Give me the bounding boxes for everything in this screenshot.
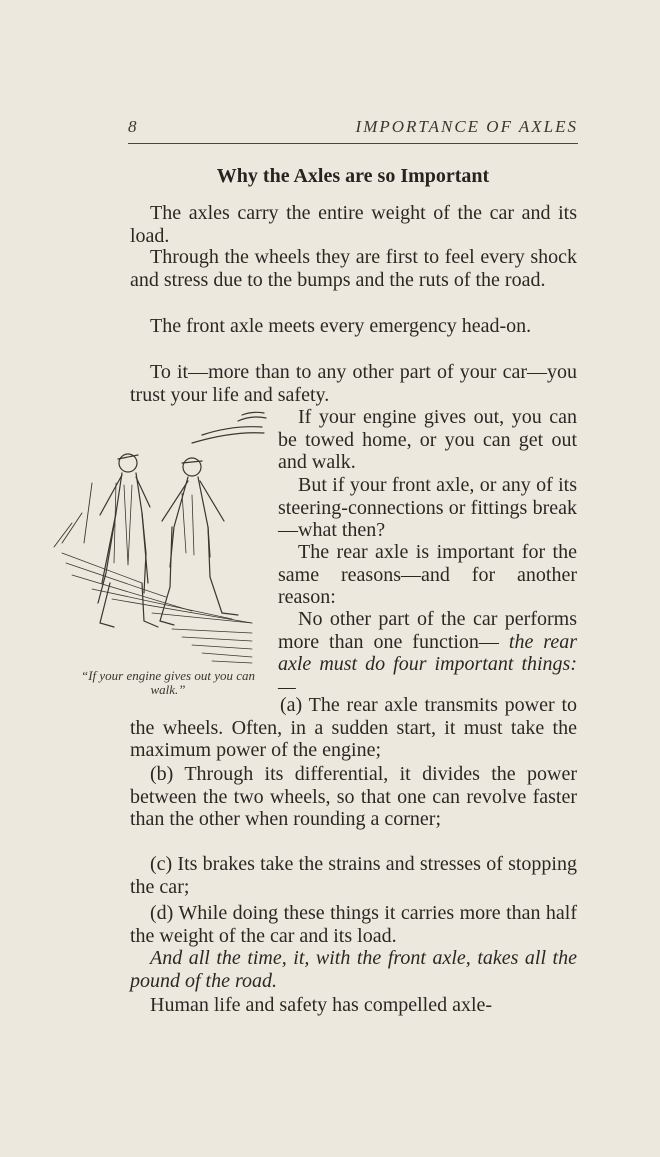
paragraph-axles-carry-weight: The axles carry the entire weight of the car and its load.	[130, 202, 577, 247]
section-title: Why the Axles are so Important	[216, 165, 490, 187]
two-men-walking-illustration	[52, 403, 272, 671]
paragraph-human-life: Human life and safety has compelled axle-	[150, 994, 493, 1016]
paragraph-b-differential: (b) Through its differential, it divides the power between the two wheels, so that one can revolve faster than the other when rounding a corner;	[130, 763, 577, 830]
paragraph-c-brakes: (c) Its brakes take the strains and stresses of stopping the car;	[130, 853, 577, 898]
running-head-title: IMPORTANCE OF AXLES	[355, 117, 578, 136]
paragraph-front-axle-break: But if your front axle, or any of its steering-connections or fittings break—what then?	[278, 474, 577, 541]
four-functions-plain: No other part of the car performs more than one function—	[278, 608, 577, 653]
paragraph-trust-life: To it—more than to any other part of your car—you trust your life and safety.	[130, 361, 577, 406]
paragraph-a-transmits-power: (a) The rear axle transmits power to the wheels. Often, in a sudden start, it must take the maximum power of the engine;	[130, 694, 577, 761]
illustration-caption: “If your engine gives out you can walk.”	[80, 668, 255, 697]
paragraph-wheels-shock: Through the wheels they are first to feel every shock and stress due to the bumps and the ruts of the road.	[130, 246, 577, 291]
header-rule	[128, 143, 578, 144]
page-number: 8	[128, 117, 139, 136]
paragraph-towed-home: If your engine gives out, you can be towed home, or you can get out and walk.	[278, 406, 577, 473]
paragraph-d-carries-weight: (d) While doing these things it carries more than half the weight of the car and its load.	[130, 902, 577, 947]
paragraph-rear-axle-important: The rear axle is important for the same reasons—and for another reason:	[278, 541, 577, 608]
paragraph-four-functions	[278, 608, 577, 698]
running-head	[128, 117, 578, 143]
paragraph-pound-of-road: And all the time, it, with the front axle, takes all the pound of the road.	[130, 947, 577, 992]
four-functions-italic: the rear axle must do four important things:—	[278, 630, 578, 698]
paragraph-front-axle-emergency: The front axle meets every emergency head-on.	[150, 315, 532, 337]
